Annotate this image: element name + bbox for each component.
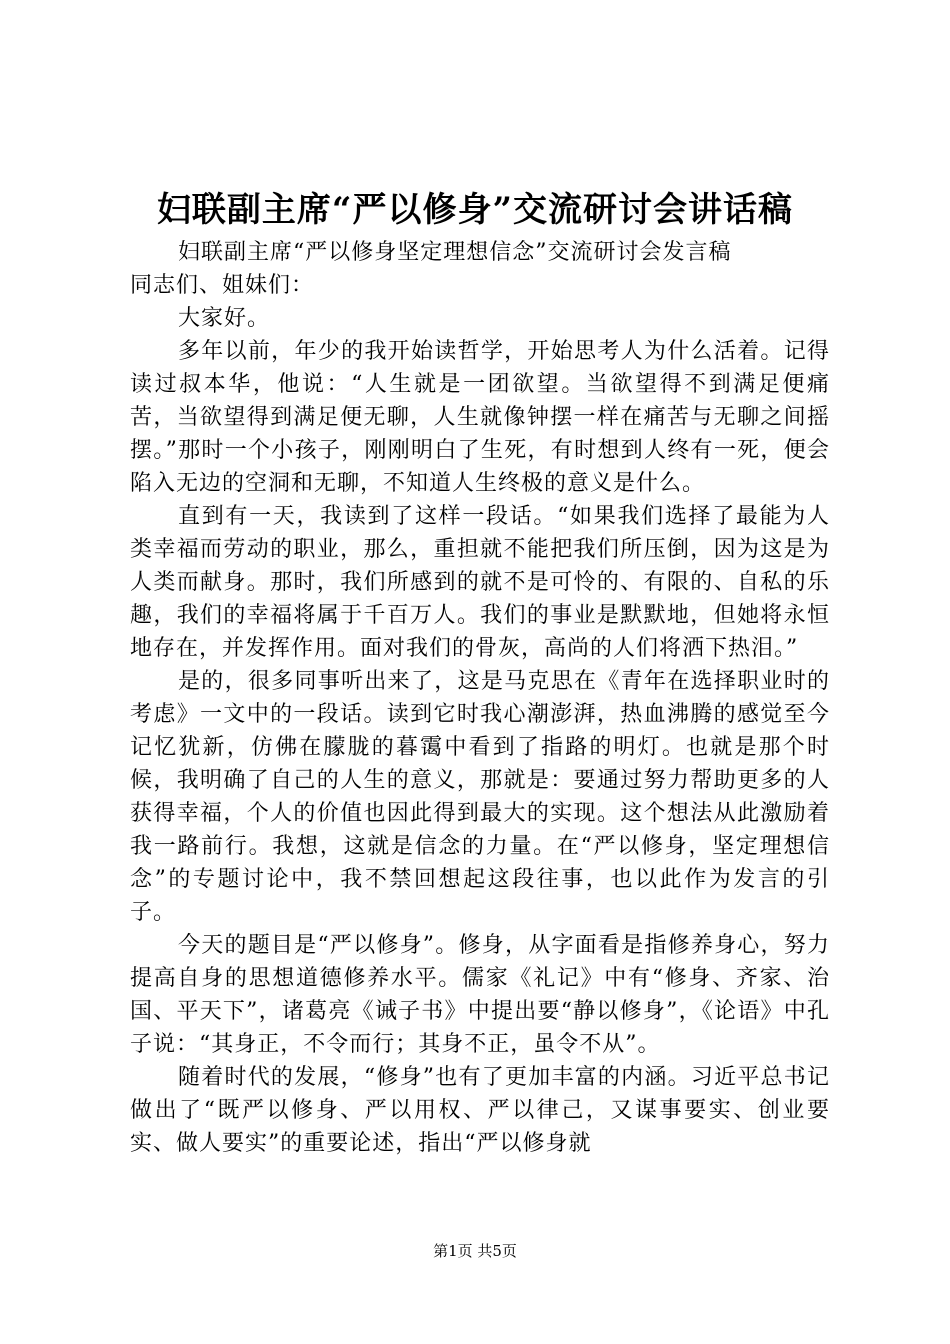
- document-title: 妇联副主席“严以修身”交流研讨会讲话稿: [156, 190, 794, 230]
- paragraph-body: 直到有一天，我读到了这样一段话。“如果我们选择了最能为人类幸福而劳动的职业，那么，重担就不能把我们所压倒，因为这是为人类而献身。那时，我们所感到的就不是可怜的、有限的、自私的乐趣，我们的幸福将属于千百万人。我们的事业是默默地，但她将永恒地存在，并发挥作用。面对我们的骨灰，高尚的人们将洒下热泪。”: [130, 504, 830, 661]
- paragraph-body: 是的，很多同事听出来了，这是马克思在《青年在选择职业时的考虑》一文中的一段话。读到它时我心潮澎湃，热血沸腾的感觉至今记忆犹新，仿佛在朦胧的暮霭中看到了指路的明灯。也就是那个时候，我明确了自己的人生的意义，那就是：要通过努力帮助更多的人获得幸福，个人的价值也因此得到最大的实现。这个想法从此激励着我一路前行。我想，这就是信念的力量。在“严以修身，坚定理想信念”的专题讨论中，我不禁回想起这段往事，也以此作为发言的引子。: [130, 669, 830, 925]
- paragraph-subtitle: 妇联副主席“严以修身坚定理想信念”交流研讨会发言稿: [178, 240, 732, 265]
- page-number-footer: 第1页 共5页: [433, 1242, 517, 1260]
- paragraph-body: 今天的题目是“严以修身”。修身，从字面看是指修养身心，努力提高自身的思想道德修养水平。儒家《礼记》中有“修身、齐家、治国、平天下”，诸葛亮《诫子书》中提出要“静以修身”，《论语》中孔子说：“其身正，不令而行；其身不正，虽令不从”。: [130, 933, 830, 1057]
- document-body: [130, 236, 830, 1160]
- paragraph-greeting: 大家好。: [178, 306, 271, 331]
- paragraph-body: 随着时代的发展，“修身”也有了更加丰富的内涵。习近平总书记做出了“既严以修身、严以用权、严以律己，又谋事要实、创业要实、做人要实”的重要论述，指出“严以修身就: [130, 1065, 830, 1156]
- paragraph-salutation: 同志们、姐妹们：: [130, 273, 315, 298]
- paragraph-body: 多年以前，年少的我开始读哲学，开始思考人为什么活着。记得读过叔本华，他说：“人生就是一团欲望。当欲望得不到满足便痛苦，当欲望得到满足便无聊，人生就像钟摆一样在痛苦与无聊之间摇摆。”那时一个小孩子，刚刚明白了生死，有时想到人终有一死，便会陷入无边的空洞和无聊，不知道人生终极的意义是什么。: [130, 339, 830, 496]
